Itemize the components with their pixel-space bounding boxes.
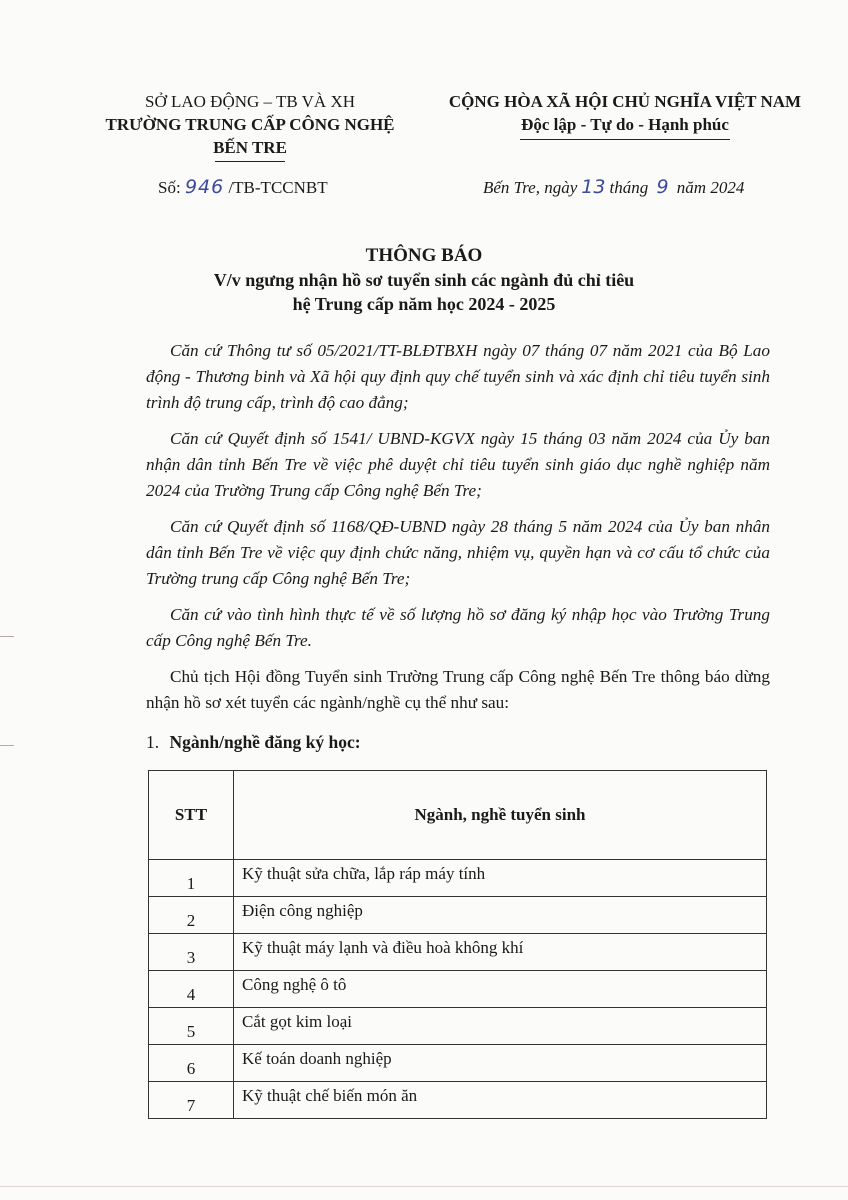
- motto-underline: [520, 139, 730, 140]
- row-major: Kỹ thuật chế biến món ăn: [234, 1082, 767, 1119]
- row-stt: 3: [149, 934, 234, 971]
- nation-name: CỘNG HÒA XÃ HỘI CHỦ NGHĨA VIỆT NAM: [448, 92, 802, 111]
- row-stt: 1: [149, 860, 234, 897]
- date-day-handwritten: 13: [581, 176, 606, 198]
- notice-subject-line2: hệ Trung cấp năm học 2024 - 2025: [292, 294, 556, 314]
- org-school: TRƯỜNG TRUNG CẤP CÔNG NGHỆ: [105, 115, 395, 134]
- doc-number-suffix: /TB-TCCNBT: [228, 178, 328, 197]
- legal-basis-paragraph: Căn cứ vào tình hình thực tế về số lượng hồ sơ đăng ký nhập học vào Trường Trung cấp Công nghệ Bến Tre.: [146, 605, 770, 650]
- national-motto: [420, 90, 830, 140]
- header-major: Ngành, nghề tuyển sinh: [234, 771, 767, 860]
- date-place: Bến Tre, ngày: [483, 178, 578, 197]
- table-row: [149, 934, 767, 971]
- table-row: [149, 860, 767, 897]
- legal-basis-paragraph: Căn cứ Quyết định số 1541/ UBND-KGVX ngày 15 tháng 03 năm 2024 của Ủy ban nhận dân tỉnh Bến Tre về việc phê duyệt chỉ tiêu tuyển sinh giáo dục nghề nghiệp năm 2024 của Trường Trung cấp Công nghệ Bến Tre;: [146, 429, 770, 500]
- notice-body: [146, 338, 770, 726]
- table-header-row: [149, 771, 767, 860]
- margin-tick: [0, 745, 14, 746]
- document-number: [158, 176, 328, 198]
- scan-edge-line: [0, 1186, 848, 1187]
- legal-basis-paragraph: Căn cứ Quyết định số 1168/QĐ-UBND ngày 28 tháng 5 năm 2024 của Ủy ban nhân dân tỉnh Bến Tre về việc quy định chức năng, nhiệm vụ, quyền hạn và cơ cấu tổ chức của Trường trung cấp Công nghệ Bến Tre;: [146, 517, 770, 588]
- row-major: Điện công nghiệp: [234, 897, 767, 934]
- row-stt: 7: [149, 1082, 234, 1119]
- row-stt: 2: [149, 897, 234, 934]
- org-school-location: BẾN TRE: [213, 138, 287, 157]
- section-number: 1.: [146, 732, 160, 752]
- row-major: Kỹ thuật sửa chữa, lắp ráp máy tính: [234, 860, 767, 897]
- issuing-organization: [70, 90, 430, 162]
- majors-table: [148, 770, 767, 1119]
- row-stt: 4: [149, 971, 234, 1008]
- header-stt: STT: [149, 771, 234, 860]
- notice-title: [100, 244, 748, 316]
- org-department: SỞ LAO ĐỘNG – TB VÀ XH: [145, 92, 355, 111]
- table-row: [149, 1082, 767, 1119]
- section-heading: [146, 732, 361, 753]
- doc-number-prefix: Số:: [158, 178, 181, 197]
- legal-basis-paragraph: Căn cứ Thông tư số 05/2021/TT-BLĐTBXH ngày 07 tháng 07 năm 2021 của Bộ Lao động - Thương binh và Xã hội quy định quy chế tuyển sinh và xác định chỉ tiêu tuyển sinh trình độ trung cấp, trình độ cao đẳng;: [146, 341, 770, 412]
- notice-subject-line1: V/v ngưng nhận hồ sơ tuyển sinh các ngành đủ chỉ tiêu: [213, 270, 635, 290]
- org-underline: [215, 161, 285, 162]
- table-row: [149, 897, 767, 934]
- date-year: năm 2024: [676, 178, 745, 197]
- row-stt: 6: [149, 1045, 234, 1082]
- row-major: Cắt gọt kim loại: [234, 1008, 767, 1045]
- table-row: [149, 1045, 767, 1082]
- section-label: Ngành/nghề đăng ký học:: [169, 732, 361, 752]
- doc-number-handwritten: 946: [184, 176, 225, 198]
- row-stt: 5: [149, 1008, 234, 1045]
- announcement-paragraph: Chủ tịch Hội đồng Tuyển sinh Trường Trung cấp Công nghệ Bến Tre thông báo dừng nhận hồ sơ xét tuyển các ngành/nghề cụ thể như sau:: [146, 667, 770, 712]
- row-major: Kỹ thuật máy lạnh và điều hoà không khí: [234, 934, 767, 971]
- notice-heading: THÔNG BÁO: [365, 245, 483, 266]
- date-month-handwritten: 9: [656, 176, 669, 198]
- row-major: Công nghệ ô tô: [234, 971, 767, 1008]
- date-line: [483, 176, 744, 198]
- table-row: [149, 1008, 767, 1045]
- motto: Độc lập - Tự do - Hạnh phúc: [521, 115, 729, 134]
- margin-tick: [0, 636, 14, 637]
- row-major: Kế toán doanh nghiệp: [234, 1045, 767, 1082]
- date-month-label: tháng: [609, 178, 649, 197]
- table-row: [149, 971, 767, 1008]
